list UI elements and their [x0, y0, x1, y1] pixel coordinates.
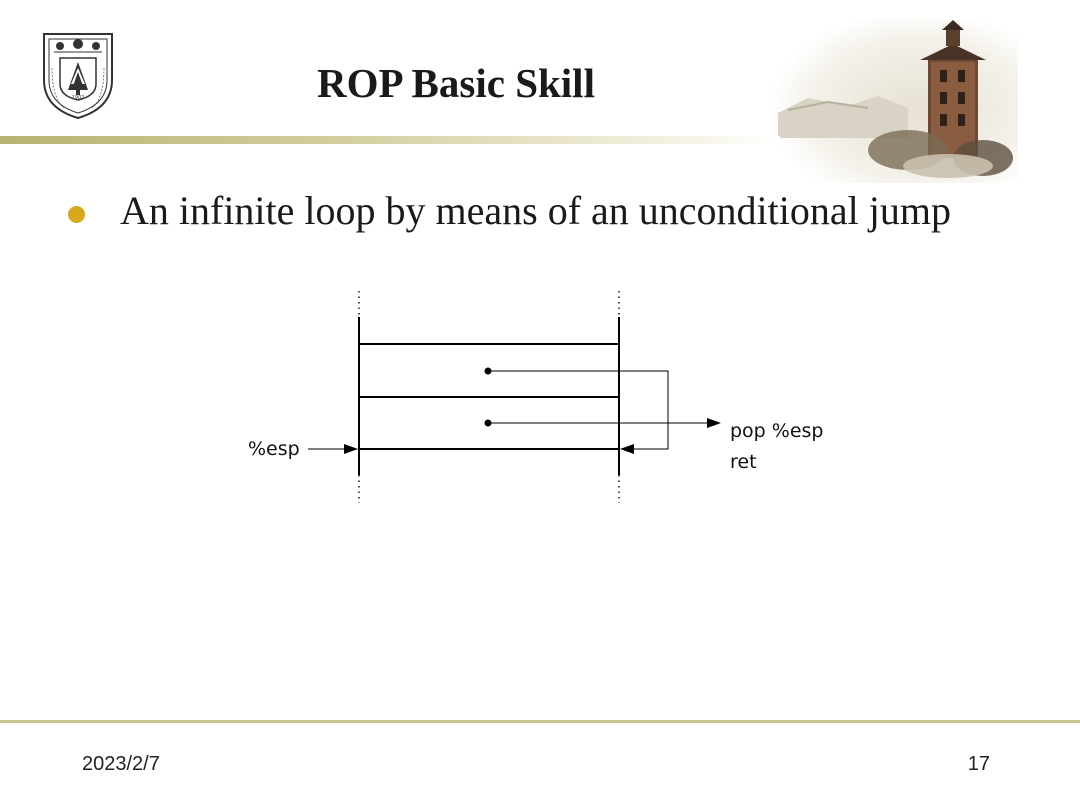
loop-back-arrow: [488, 371, 668, 449]
title-underline-bar: [0, 136, 780, 144]
bullet-text: An infinite loop by means of an unconditional jump: [120, 188, 951, 233]
slide-title: ROP Basic Skill: [317, 60, 595, 106]
slide-number: 17: [967, 753, 990, 775]
esp-label: %esp: [248, 438, 300, 460]
campus-tower-image: [768, 18, 1018, 183]
gadget-ret-label: ret: [730, 451, 757, 473]
bullet-dot-icon: [68, 206, 85, 223]
footer-date: 2023/2/7: [82, 753, 160, 775]
svg-text:1902: 1902: [71, 95, 85, 101]
gadget-pop-esp-label: pop %esp: [730, 420, 824, 442]
footer-rule: [0, 720, 1080, 723]
stack-diagram: [220, 285, 860, 515]
bullet-item: [62, 186, 1052, 242]
